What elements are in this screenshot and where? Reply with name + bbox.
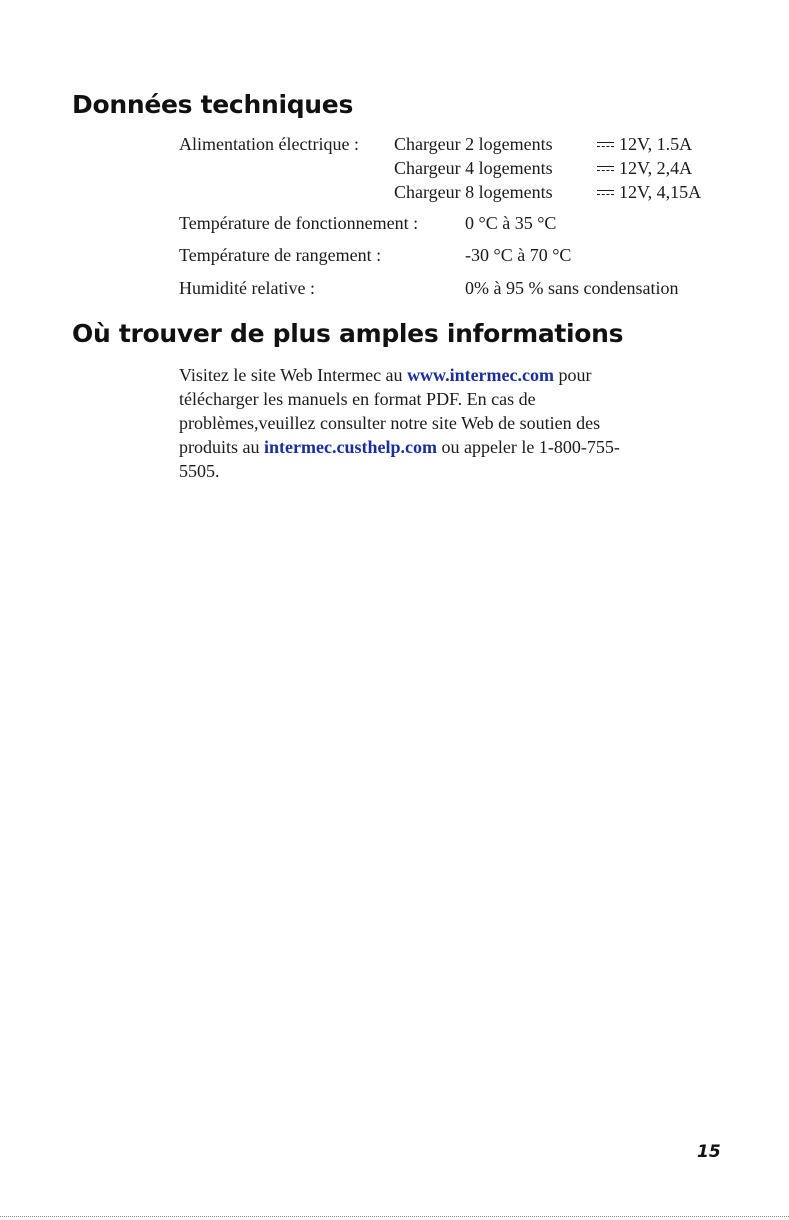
charger-rating-text: 12V, 2,4A [619, 158, 693, 178]
storage-temperature-value: -30 °C à 70 °C [465, 245, 572, 265]
custhelp-support-link[interactable]: intermec.custhelp.com [264, 437, 437, 457]
paragraph-line-3: problèmes,veuillez consulter notre site Web de soutien des [179, 413, 601, 433]
page-bottom-rule [0, 1216, 789, 1217]
charger-rating-2-slot [597, 132, 692, 156]
paragraph-line-2: télécharger les manuels en format PDF. En cas de [179, 389, 536, 409]
power-label: Alimentation électrique : [179, 134, 359, 154]
operating-temperature-value: 0 °C à 35 °C [465, 213, 557, 233]
text-run: produits au [179, 437, 264, 457]
section-title-more-information: Où trouver de plus amples informations [72, 319, 624, 348]
charger-rating-4-slot [597, 156, 692, 180]
page-number: 15 [697, 1142, 721, 1162]
dc-current-icon [597, 187, 614, 199]
charger-name-4-slot: Chargeur 4 logements [394, 158, 553, 178]
more-info-paragraph [179, 363, 709, 483]
dc-current-icon [597, 163, 614, 175]
text-run: Visitez le site Web Intermec au [179, 365, 408, 385]
text-run: ou appeler le 1-800-755- [436, 437, 620, 457]
section-title-technical-data: Données techniques [72, 90, 354, 119]
operating-temperature-label: Température de fonctionnement : [179, 213, 419, 233]
charger-name-2-slot: Chargeur 2 logements [394, 134, 553, 154]
dc-current-icon [597, 139, 614, 151]
intermec-website-link[interactable]: www.intermec.com [407, 365, 555, 385]
storage-temperature-label: Température de rangement : [179, 245, 382, 265]
charger-name-8-slot: Chargeur 8 logements [394, 182, 553, 202]
paragraph-line-4 [179, 435, 709, 459]
charger-rating-text: 12V, 1.5A [619, 134, 693, 154]
humidity-label: Humidité relative : [179, 278, 315, 298]
charger-rating-8-slot [597, 180, 701, 204]
paragraph-line-1 [179, 363, 709, 387]
charger-rating-text: 12V, 4,15A [619, 182, 702, 202]
humidity-value: 0% à 95 % sans condensation [465, 278, 679, 298]
paragraph-line-5: 5505. [179, 461, 220, 481]
text-run: pour [554, 365, 592, 385]
